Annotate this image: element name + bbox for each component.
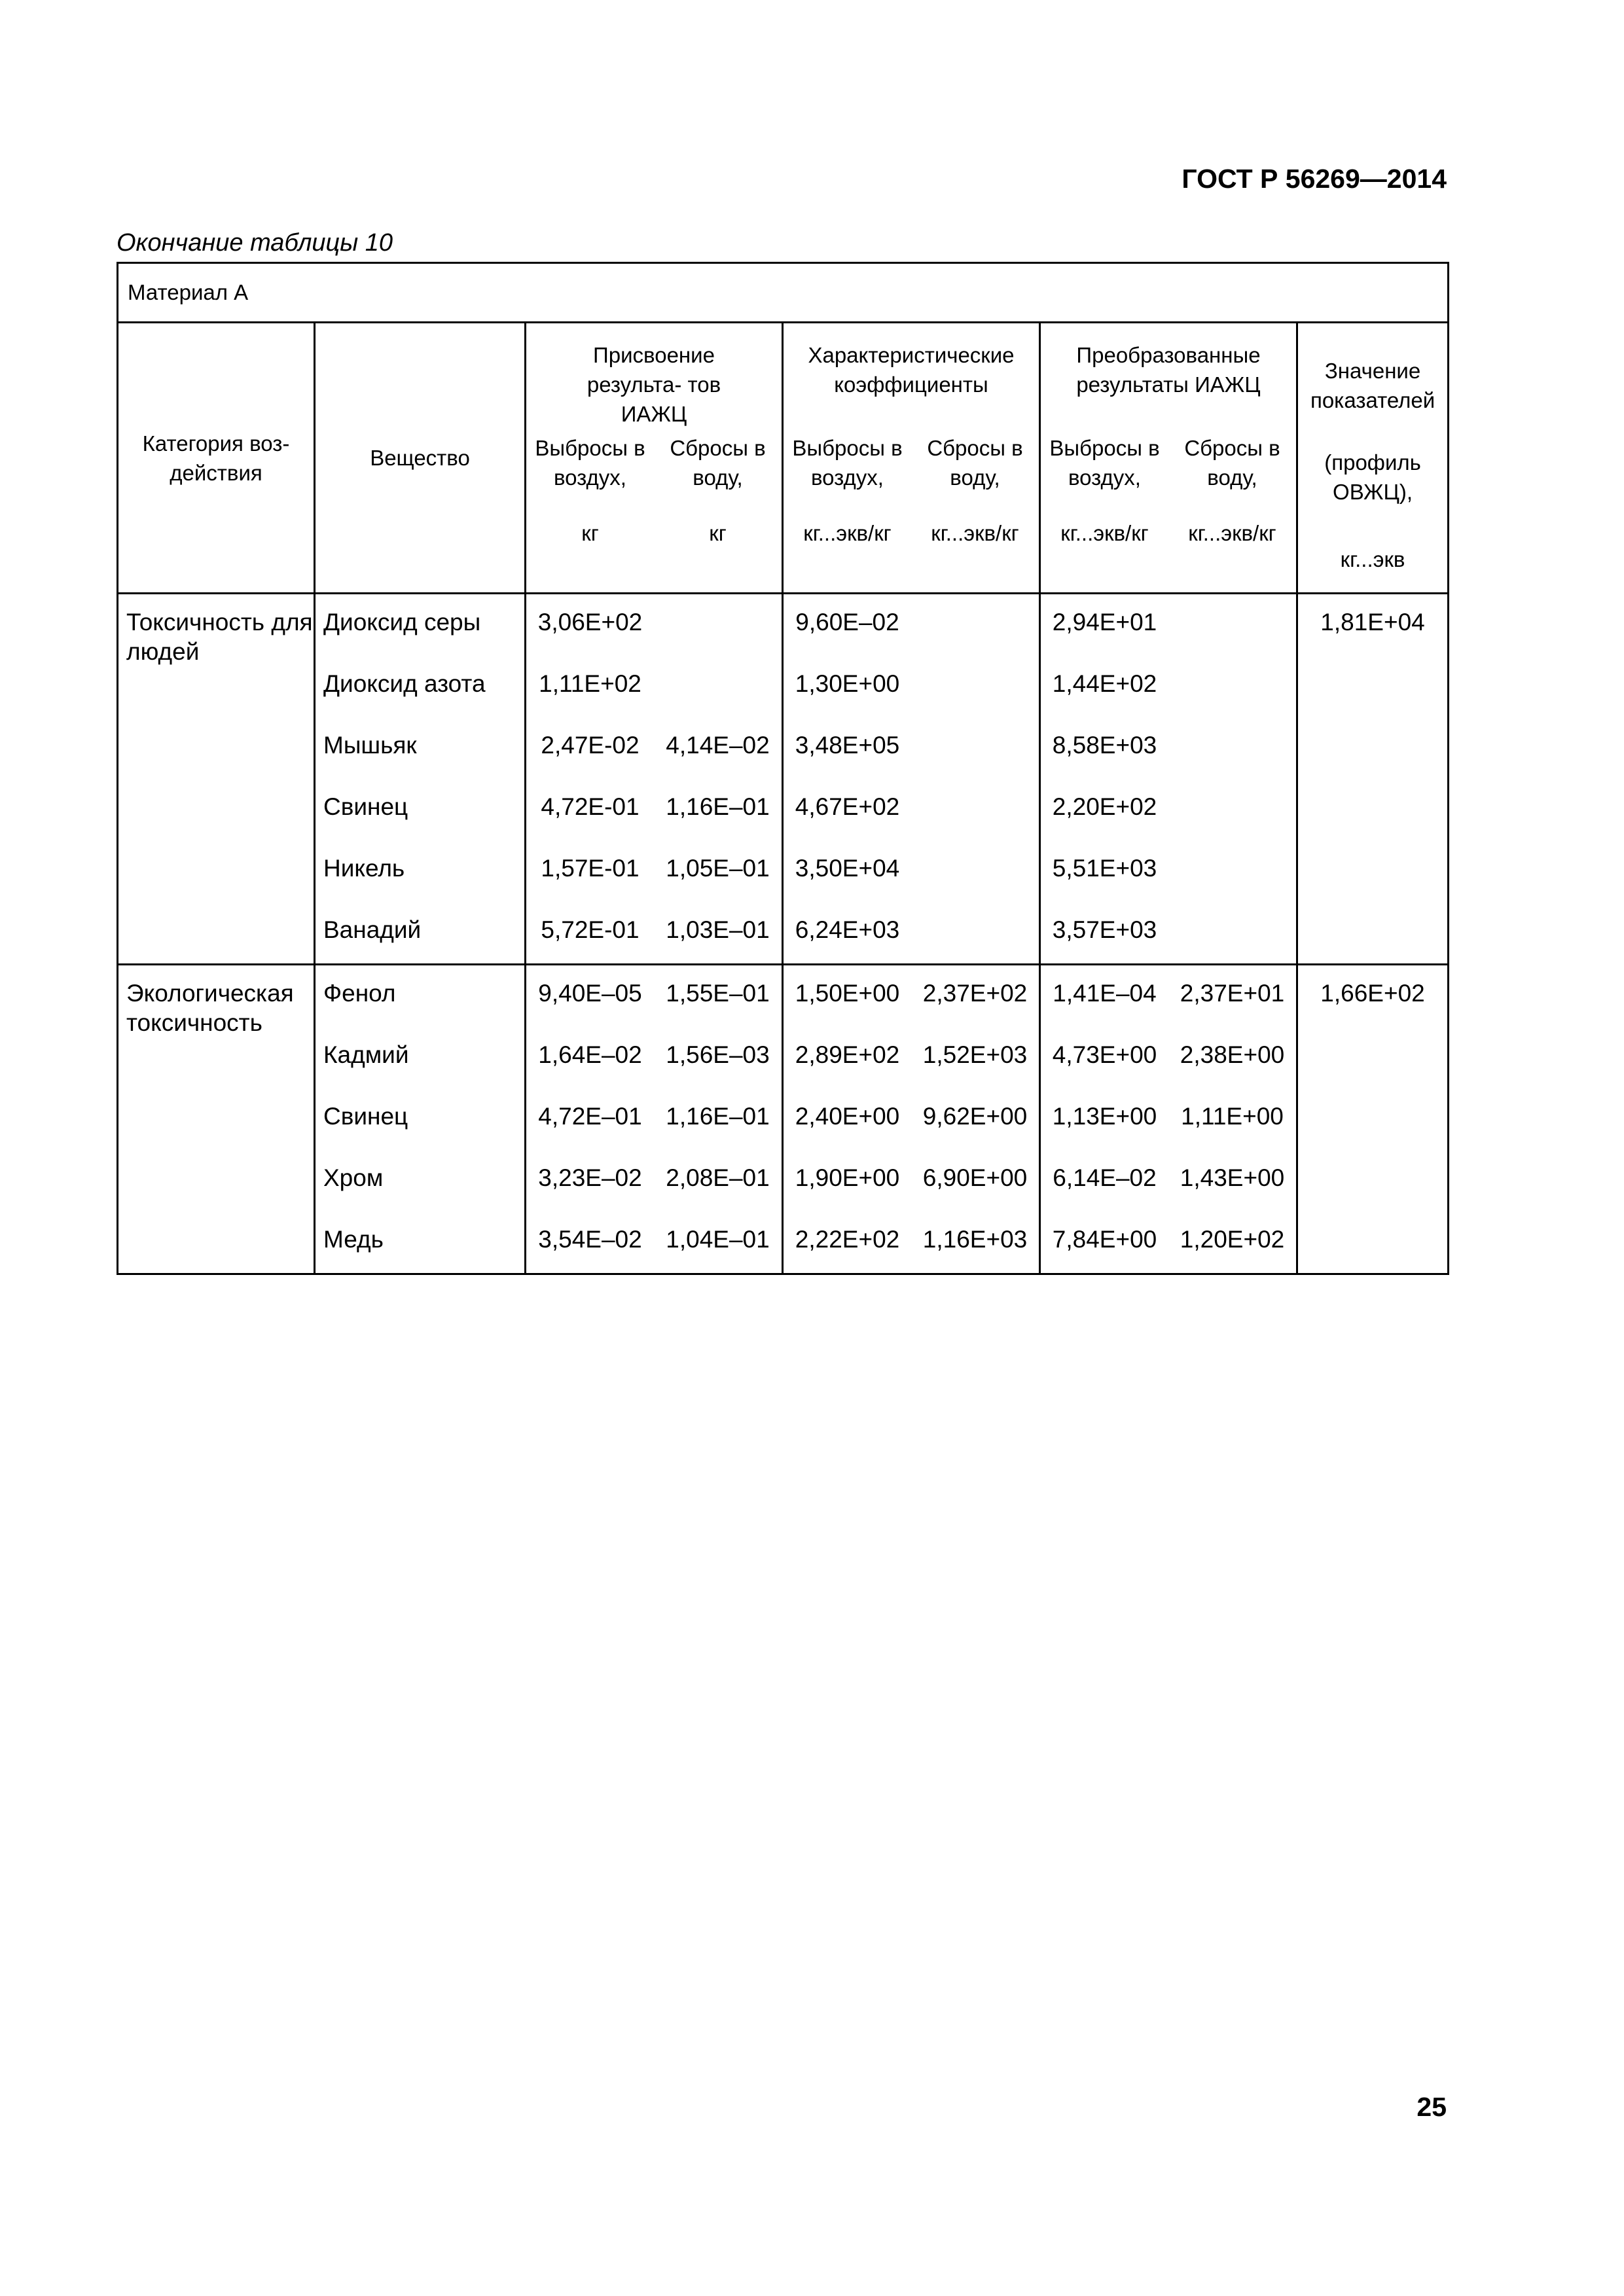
value-row — [526, 594, 782, 656]
air-value: 2,47E-02 — [541, 732, 640, 759]
water-value — [911, 793, 1039, 840]
air-value: 2,89E+02 — [795, 1041, 900, 1068]
unit-label: кг...экв/кг — [1060, 521, 1149, 545]
header-group-indicator — [1297, 323, 1449, 594]
transformed-values — [1040, 965, 1297, 1274]
value-row — [784, 1150, 1039, 1211]
value-row — [1041, 594, 1296, 656]
water-value: 1,16E–01 — [666, 1103, 770, 1130]
air-value: 1,13E+00 — [1052, 1103, 1157, 1130]
unit-label: кг — [581, 521, 599, 545]
substance-name: Свинец — [323, 1103, 408, 1130]
air-value: 1,44E+02 — [1052, 670, 1157, 697]
header-group-coefficients — [783, 323, 1040, 594]
category-cell: Экологическая токсичность — [118, 965, 315, 1274]
group-title: Преобразованные результаты ИАЖЦ — [1076, 343, 1261, 397]
water-value: 1,04E–01 — [666, 1226, 770, 1253]
substance-name: Ванадий — [323, 916, 422, 943]
value-row — [526, 1211, 782, 1273]
value-row — [1041, 1150, 1296, 1211]
indicator-value: 1,66E+02 — [1297, 965, 1449, 1274]
air-value: 3,54E–02 — [538, 1226, 642, 1253]
air-value: 1,57E-01 — [541, 855, 640, 882]
value-row — [526, 1088, 782, 1150]
air-value: 8,58E+03 — [1052, 732, 1157, 759]
air-value: 5,72E-01 — [541, 916, 640, 943]
air-value: 4,73E+00 — [1052, 1041, 1157, 1068]
water-value: 2,38E+00 — [1180, 1041, 1285, 1068]
water-value: 1,03E–01 — [666, 916, 770, 943]
air-value: 6,24E+03 — [795, 916, 900, 943]
unit-label: кг...экв/кг — [1188, 521, 1276, 545]
material-label: Материал А — [118, 263, 1449, 323]
page-number: 25 — [1416, 2092, 1447, 2122]
air-value: 1,90E+00 — [795, 1164, 900, 1191]
air-value: 1,50E+00 — [795, 980, 900, 1007]
water-value: 1,16E–01 — [666, 793, 770, 820]
water-label: Сбросы в воду, — [670, 436, 766, 490]
water-value — [1168, 732, 1296, 779]
header-substance: Вещество — [315, 323, 526, 594]
air-label: Выбросы в воздух, — [1049, 436, 1160, 490]
assignment-values — [526, 594, 783, 965]
air-value: 4,72E-01 — [541, 793, 640, 820]
water-value: 1,55E–01 — [666, 980, 770, 1007]
substance-name: Свинец — [323, 793, 408, 820]
substance-name: Медь — [323, 1226, 384, 1253]
value-row — [1041, 779, 1296, 840]
water-value — [654, 670, 782, 717]
header-group-transformed — [1040, 323, 1297, 594]
value-row — [784, 965, 1039, 1027]
water-value — [911, 732, 1039, 779]
air-value: 2,94E+01 — [1052, 609, 1157, 636]
substance-cell — [315, 965, 526, 1274]
air-value: 2,20E+02 — [1052, 793, 1157, 820]
air-value: 4,67E+02 — [795, 793, 900, 820]
profile-label: (профиль ОВЖЦ), — [1324, 450, 1421, 504]
water-value: 1,16E+03 — [922, 1226, 1028, 1253]
substance-name: Мышьяк — [323, 732, 417, 759]
unit-label: кг...экв/кг — [803, 521, 892, 545]
water-value — [1168, 670, 1296, 717]
substance-name: Хром — [323, 1164, 384, 1191]
value-row — [784, 840, 1039, 902]
value-row — [784, 1088, 1039, 1150]
unit-label: кг...экв/кг — [931, 521, 1019, 545]
water-value — [1168, 609, 1296, 656]
indicator-value: 1,81E+04 — [1297, 594, 1449, 965]
value-row — [784, 902, 1039, 963]
air-label: Выбросы в воздух, — [535, 436, 645, 490]
air-value: 1,30E+00 — [795, 670, 900, 697]
substance-name: Диоксид азота — [323, 670, 486, 697]
value-row — [526, 779, 782, 840]
data-table — [117, 262, 1449, 1275]
air-value: 1,41E–04 — [1053, 980, 1157, 1007]
value-row — [526, 965, 782, 1027]
water-value — [1168, 916, 1296, 963]
water-value: 2,08E–01 — [666, 1164, 770, 1191]
water-value — [1168, 855, 1296, 902]
value-row — [1041, 1211, 1296, 1273]
value-row — [784, 717, 1039, 779]
value-row — [784, 1211, 1039, 1273]
value-row — [1041, 656, 1296, 717]
value-row — [1041, 902, 1296, 963]
water-value: 1,43E+00 — [1180, 1164, 1285, 1191]
water-value — [911, 609, 1039, 656]
water-value — [654, 609, 782, 656]
value-row — [526, 717, 782, 779]
air-value: 9,40E–05 — [538, 980, 642, 1007]
table-caption: Окончание таблицы 10 — [117, 229, 393, 257]
header-category: Категория воз- действия — [118, 323, 315, 594]
water-value: 1,56E–03 — [666, 1041, 770, 1068]
water-value — [1168, 793, 1296, 840]
value-row — [526, 656, 782, 717]
air-value: 2,40E+00 — [795, 1103, 900, 1130]
value-row — [784, 779, 1039, 840]
value-row — [1041, 1027, 1296, 1088]
water-value: 9,62E+00 — [922, 1103, 1028, 1130]
coefficient-values — [783, 965, 1040, 1274]
document-header: ГОСТ Р 56269—2014 — [1182, 164, 1447, 194]
water-value: 1,11E+00 — [1181, 1103, 1284, 1130]
air-value: 9,60E–02 — [795, 609, 899, 636]
category-group — [118, 965, 1449, 1274]
air-value: 6,14E–02 — [1053, 1164, 1157, 1191]
unit-label: кг — [709, 521, 727, 545]
coefficient-values — [783, 594, 1040, 965]
air-value: 3,23E–02 — [538, 1164, 642, 1191]
water-value: 1,05E–01 — [666, 855, 770, 882]
value-row — [1041, 840, 1296, 902]
water-value: 1,20E+02 — [1180, 1226, 1285, 1253]
assignment-values — [526, 965, 783, 1274]
air-value: 2,22E+02 — [795, 1226, 900, 1253]
air-value: 3,50E+04 — [795, 855, 900, 882]
water-value: 1,52E+03 — [922, 1041, 1028, 1068]
category-group — [118, 594, 1449, 965]
unit-label: кг...экв — [1340, 547, 1405, 571]
water-value: 6,90E+00 — [922, 1164, 1028, 1191]
value-row — [1041, 965, 1296, 1027]
air-value: 5,51E+03 — [1052, 855, 1157, 882]
header-group-assignment — [526, 323, 783, 594]
air-value: 1,11E+02 — [539, 670, 641, 697]
value-row — [1041, 1088, 1296, 1150]
value-row — [526, 1027, 782, 1088]
air-value: 7,84E+00 — [1052, 1226, 1157, 1253]
air-label: Выбросы в воздух, — [792, 436, 903, 490]
substance-name: Никель — [323, 855, 405, 882]
air-value: 3,57E+03 — [1052, 916, 1157, 943]
value-row — [784, 594, 1039, 656]
value-row — [784, 1027, 1039, 1088]
water-value: 2,37E+02 — [922, 980, 1028, 1007]
value-row — [526, 902, 782, 963]
water-value: 4,14E–02 — [666, 732, 770, 759]
air-value: 1,64E–02 — [538, 1041, 642, 1068]
water-value — [911, 916, 1039, 963]
substance-name: Диоксид серы — [323, 609, 481, 636]
water-value — [911, 855, 1039, 902]
water-label: Сбросы в воду, — [927, 436, 1023, 490]
water-value: 2,37E+01 — [1180, 980, 1285, 1007]
value-row — [526, 1150, 782, 1211]
category-cell: Токсичность для людей — [118, 594, 315, 965]
group-title: Характеристические коэффициенты — [808, 343, 1015, 397]
value-row — [1041, 717, 1296, 779]
air-value: 3,48E+05 — [795, 732, 900, 759]
substance-name: Фенол — [323, 980, 396, 1007]
value-row — [784, 656, 1039, 717]
air-value: 3,06E+02 — [537, 609, 643, 636]
substance-name: Кадмий — [323, 1041, 409, 1068]
water-value — [911, 670, 1039, 717]
group-title: Присвоение результа- тов ИАЖЦ — [586, 343, 721, 426]
water-label: Сбросы в воду, — [1184, 436, 1280, 490]
value-row — [526, 840, 782, 902]
group-title: Значение показателей — [1310, 359, 1435, 412]
transformed-values — [1040, 594, 1297, 965]
air-value: 4,72E–01 — [538, 1103, 642, 1130]
substance-cell — [315, 594, 526, 965]
